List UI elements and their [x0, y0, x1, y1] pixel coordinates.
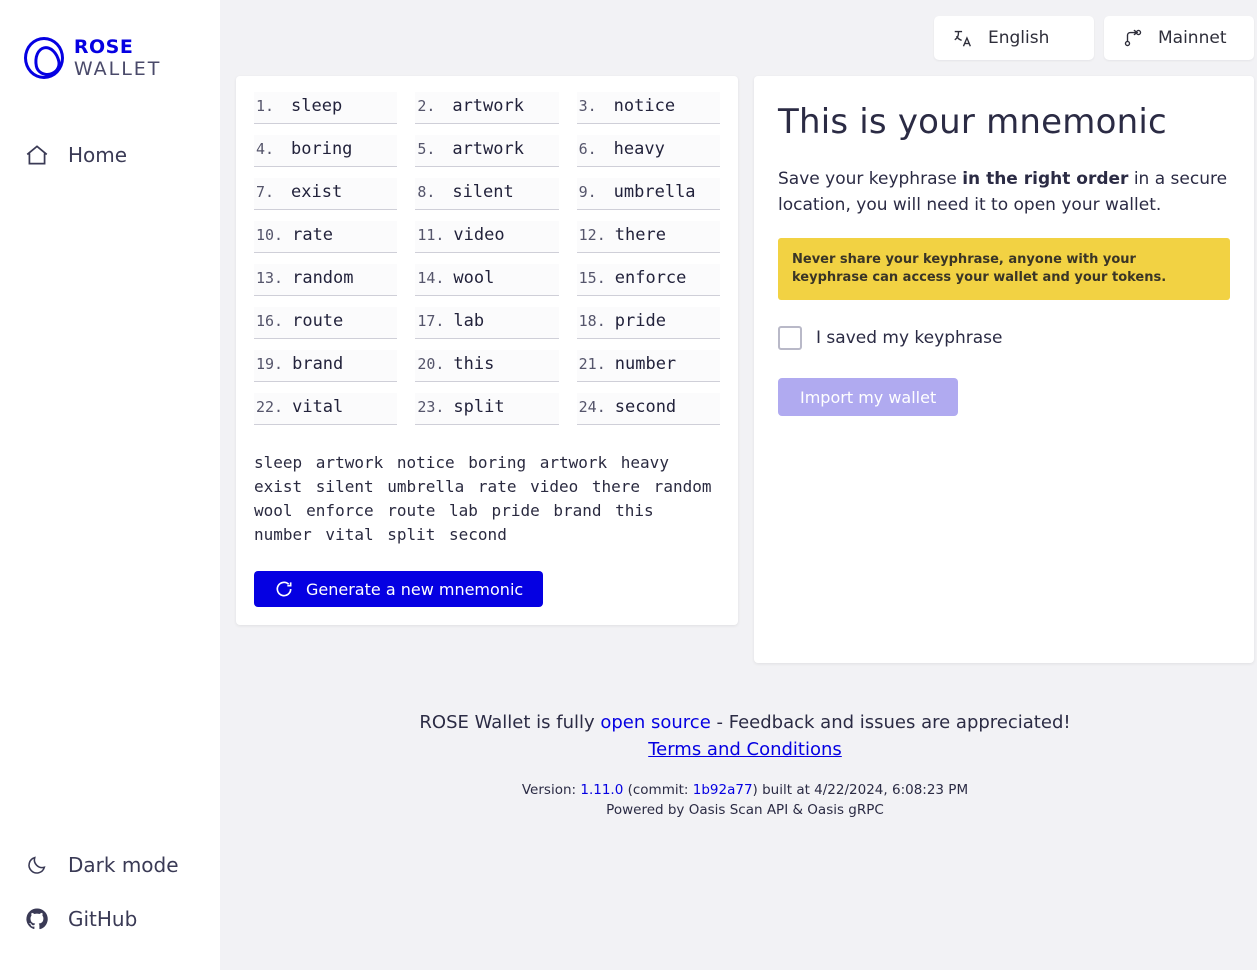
mnemonic-index: 24. [578, 398, 606, 416]
mnemonic-index: 19. [256, 355, 284, 373]
mnemonic-word: artwork [452, 139, 524, 159]
keyphrase-description-part2: in a secure location, you will need it to open your wallet. [778, 169, 1228, 215]
mnemonic-index: 3. [578, 97, 597, 115]
mnemonic-word: boring [291, 139, 353, 159]
mnemonic-index: 23. [417, 398, 445, 416]
mnemonic-word: this [453, 354, 495, 374]
mnemonic-word: lab [453, 311, 485, 331]
mnemonic-word-21[interactable] [577, 350, 720, 382]
mnemonic-index: 18. [578, 312, 606, 330]
footer-line1-pre: ROSE Wallet is fully [419, 712, 601, 733]
mnemonic-index: 20. [417, 355, 445, 373]
mnemonic-word: vital [292, 397, 344, 417]
mnemonic-word-3[interactable] [577, 92, 720, 124]
commit-link[interactable]: 1b92a77 [692, 782, 753, 798]
mnemonic-word-8[interactable] [415, 178, 558, 210]
mnemonic-word-19[interactable] [254, 350, 397, 382]
mnemonic-panel [236, 76, 738, 625]
mnemonic-word: number [614, 354, 677, 374]
mnemonic-word: artwork [452, 96, 524, 116]
moon-icon [24, 852, 50, 878]
home-icon [24, 142, 50, 168]
main-area [220, 0, 1257, 970]
github-icon [24, 906, 50, 932]
mnemonic-word-22[interactable] [254, 393, 397, 425]
mnemonic-word-16[interactable] [254, 307, 397, 339]
mnemonic-paragraph: sleep artwork notice boring artwork heavy exist silent umbrella rate video there random wool enforce route lab pride brand this number vital split second [254, 453, 712, 544]
mnemonic-word-11[interactable] [415, 221, 558, 253]
mnemonic-word-12[interactable] [577, 221, 720, 253]
mnemonic-word: brand [292, 354, 344, 374]
content-row [220, 76, 1257, 663]
import-wallet-button[interactable]: Import my wallet [778, 378, 958, 416]
mnemonic-index: 11. [417, 226, 445, 244]
mnemonic-word-24[interactable] [577, 393, 720, 425]
mnemonic-word-23[interactable] [415, 393, 558, 425]
built-label: ) built at 4/22/2024, 6:08:23 PM [752, 782, 969, 798]
sidebar-item-home[interactable] [0, 130, 219, 180]
mnemonic-word: there [614, 225, 666, 245]
mnemonic-word-9[interactable] [577, 178, 720, 210]
logo-text-rose: ROSE [73, 36, 134, 58]
mnemonic-word: notice [613, 96, 676, 116]
mnemonic-details-panel [754, 76, 1254, 663]
mnemonic-word-5[interactable] [415, 135, 558, 167]
language-value: English [988, 28, 1050, 48]
mnemonic-index: 16. [256, 312, 284, 330]
footer [220, 709, 1257, 818]
footer-open-source-line [220, 709, 1257, 737]
mnemonic-word-13[interactable] [254, 264, 397, 296]
keyphrase-description [778, 166, 1230, 218]
mnemonic-index: 15. [578, 269, 606, 287]
keyphrase-description-bold: in the right order [962, 169, 1129, 189]
mnemonic-word-18[interactable] [577, 307, 720, 339]
mnemonic-index: 12. [578, 226, 606, 244]
sidebar-item-github-label: GitHub [68, 907, 138, 931]
mnemonic-index: 4. [256, 140, 275, 158]
logo-text-wallet: WALLET [73, 58, 162, 80]
mnemonic-word-10[interactable] [254, 221, 397, 253]
sidebar-item-home-label: Home [68, 143, 128, 167]
mnemonic-index: 1. [256, 97, 275, 115]
mnemonic-word-6[interactable] [577, 135, 720, 167]
mnemonic-index: 7. [256, 183, 275, 201]
mnemonic-word: random [292, 268, 354, 288]
mnemonic-word-1[interactable] [254, 92, 397, 124]
mnemonic-index: 22. [256, 398, 284, 416]
mnemonic-index: 5. [417, 140, 436, 158]
mnemonic-word: rate [292, 225, 334, 245]
mnemonic-index: 14. [417, 269, 445, 287]
rose-logo-icon [24, 37, 64, 79]
sidebar-item-dark-mode-label: Dark mode [68, 853, 179, 877]
mnemonic-word: video [453, 225, 505, 245]
keyphrase-description-part1: Save your keyphrase [778, 169, 963, 189]
mnemonic-grid [254, 92, 720, 425]
footer-line1-post: - Feedback and issues are appreciated! [710, 712, 1071, 733]
mnemonic-index: 17. [417, 312, 445, 330]
version-link[interactable]: 1.11.0 [580, 782, 624, 798]
mnemonic-word: umbrella [613, 182, 696, 202]
mnemonic-word-4[interactable] [254, 135, 397, 167]
sidebar-item-github[interactable] [0, 892, 219, 946]
footer-powered-line: Powered by Oasis Scan API & Oasis gRPC [606, 802, 884, 818]
generate-mnemonic-button[interactable] [254, 571, 543, 607]
mnemonic-index: 8. [417, 183, 436, 201]
footer-version-line [220, 780, 1257, 800]
mnemonic-word: enforce [614, 268, 687, 288]
sidebar-bottom-nav [0, 838, 219, 946]
saved-keyphrase-row [778, 326, 1230, 350]
network-selector[interactable] [1104, 16, 1254, 60]
mnemonic-word-7[interactable] [254, 178, 397, 210]
mnemonic-word: split [453, 397, 505, 417]
network-icon [1122, 27, 1144, 49]
keyphrase-warning: Never share your keyphrase, anyone with your keyphrase can access your wallet and your tokens. [778, 238, 1230, 300]
sidebar-item-dark-mode[interactable] [0, 838, 219, 892]
mnemonic-word: exist [291, 182, 343, 202]
mnemonic-index: 21. [578, 355, 606, 373]
saved-keyphrase-label: I saved my keyphrase [816, 328, 1003, 348]
mnemonic-word-20[interactable] [415, 350, 558, 382]
mnemonic-index: 10. [256, 226, 284, 244]
mnemonic-index: 6. [578, 140, 597, 158]
mnemonic-word-17[interactable] [415, 307, 558, 339]
sidebar [0, 0, 220, 970]
mnemonic-word-15[interactable] [577, 264, 720, 296]
footer-terms-line [220, 739, 1257, 760]
commit-label: (commit: [623, 782, 693, 798]
app-logo[interactable] [0, 0, 219, 80]
mnemonic-word: silent [452, 182, 514, 202]
mnemonic-word: wool [453, 268, 495, 288]
mnemonic-word: second [614, 397, 677, 417]
sidebar-nav [0, 130, 219, 180]
translate-icon [952, 27, 974, 49]
open-source-link[interactable]: open source [600, 712, 711, 733]
network-value: Mainnet [1158, 28, 1227, 48]
logo-text [74, 36, 219, 80]
mnemonic-word: heavy [613, 139, 665, 159]
terms-and-conditions-link[interactable]: Terms and Conditions [648, 739, 842, 760]
mnemonic-index: 2. [417, 97, 436, 115]
mnemonic-word: pride [614, 311, 666, 331]
mnemonic-word-14[interactable] [415, 264, 558, 296]
mnemonic-word-2[interactable] [415, 92, 558, 124]
generate-mnemonic-label: Generate a new mnemonic [306, 579, 524, 599]
mnemonic-index: 13. [256, 269, 284, 287]
mnemonic-index: 9. [578, 183, 597, 201]
mnemonic-word: route [292, 311, 344, 331]
language-selector[interactable] [934, 16, 1094, 60]
mnemonic-word: sleep [291, 96, 343, 116]
refresh-icon [274, 579, 294, 599]
page-title: This is your mnemonic [778, 102, 1167, 142]
version-label: Version: [521, 782, 581, 798]
saved-keyphrase-checkbox[interactable] [778, 326, 802, 350]
topbar [220, 0, 1257, 76]
